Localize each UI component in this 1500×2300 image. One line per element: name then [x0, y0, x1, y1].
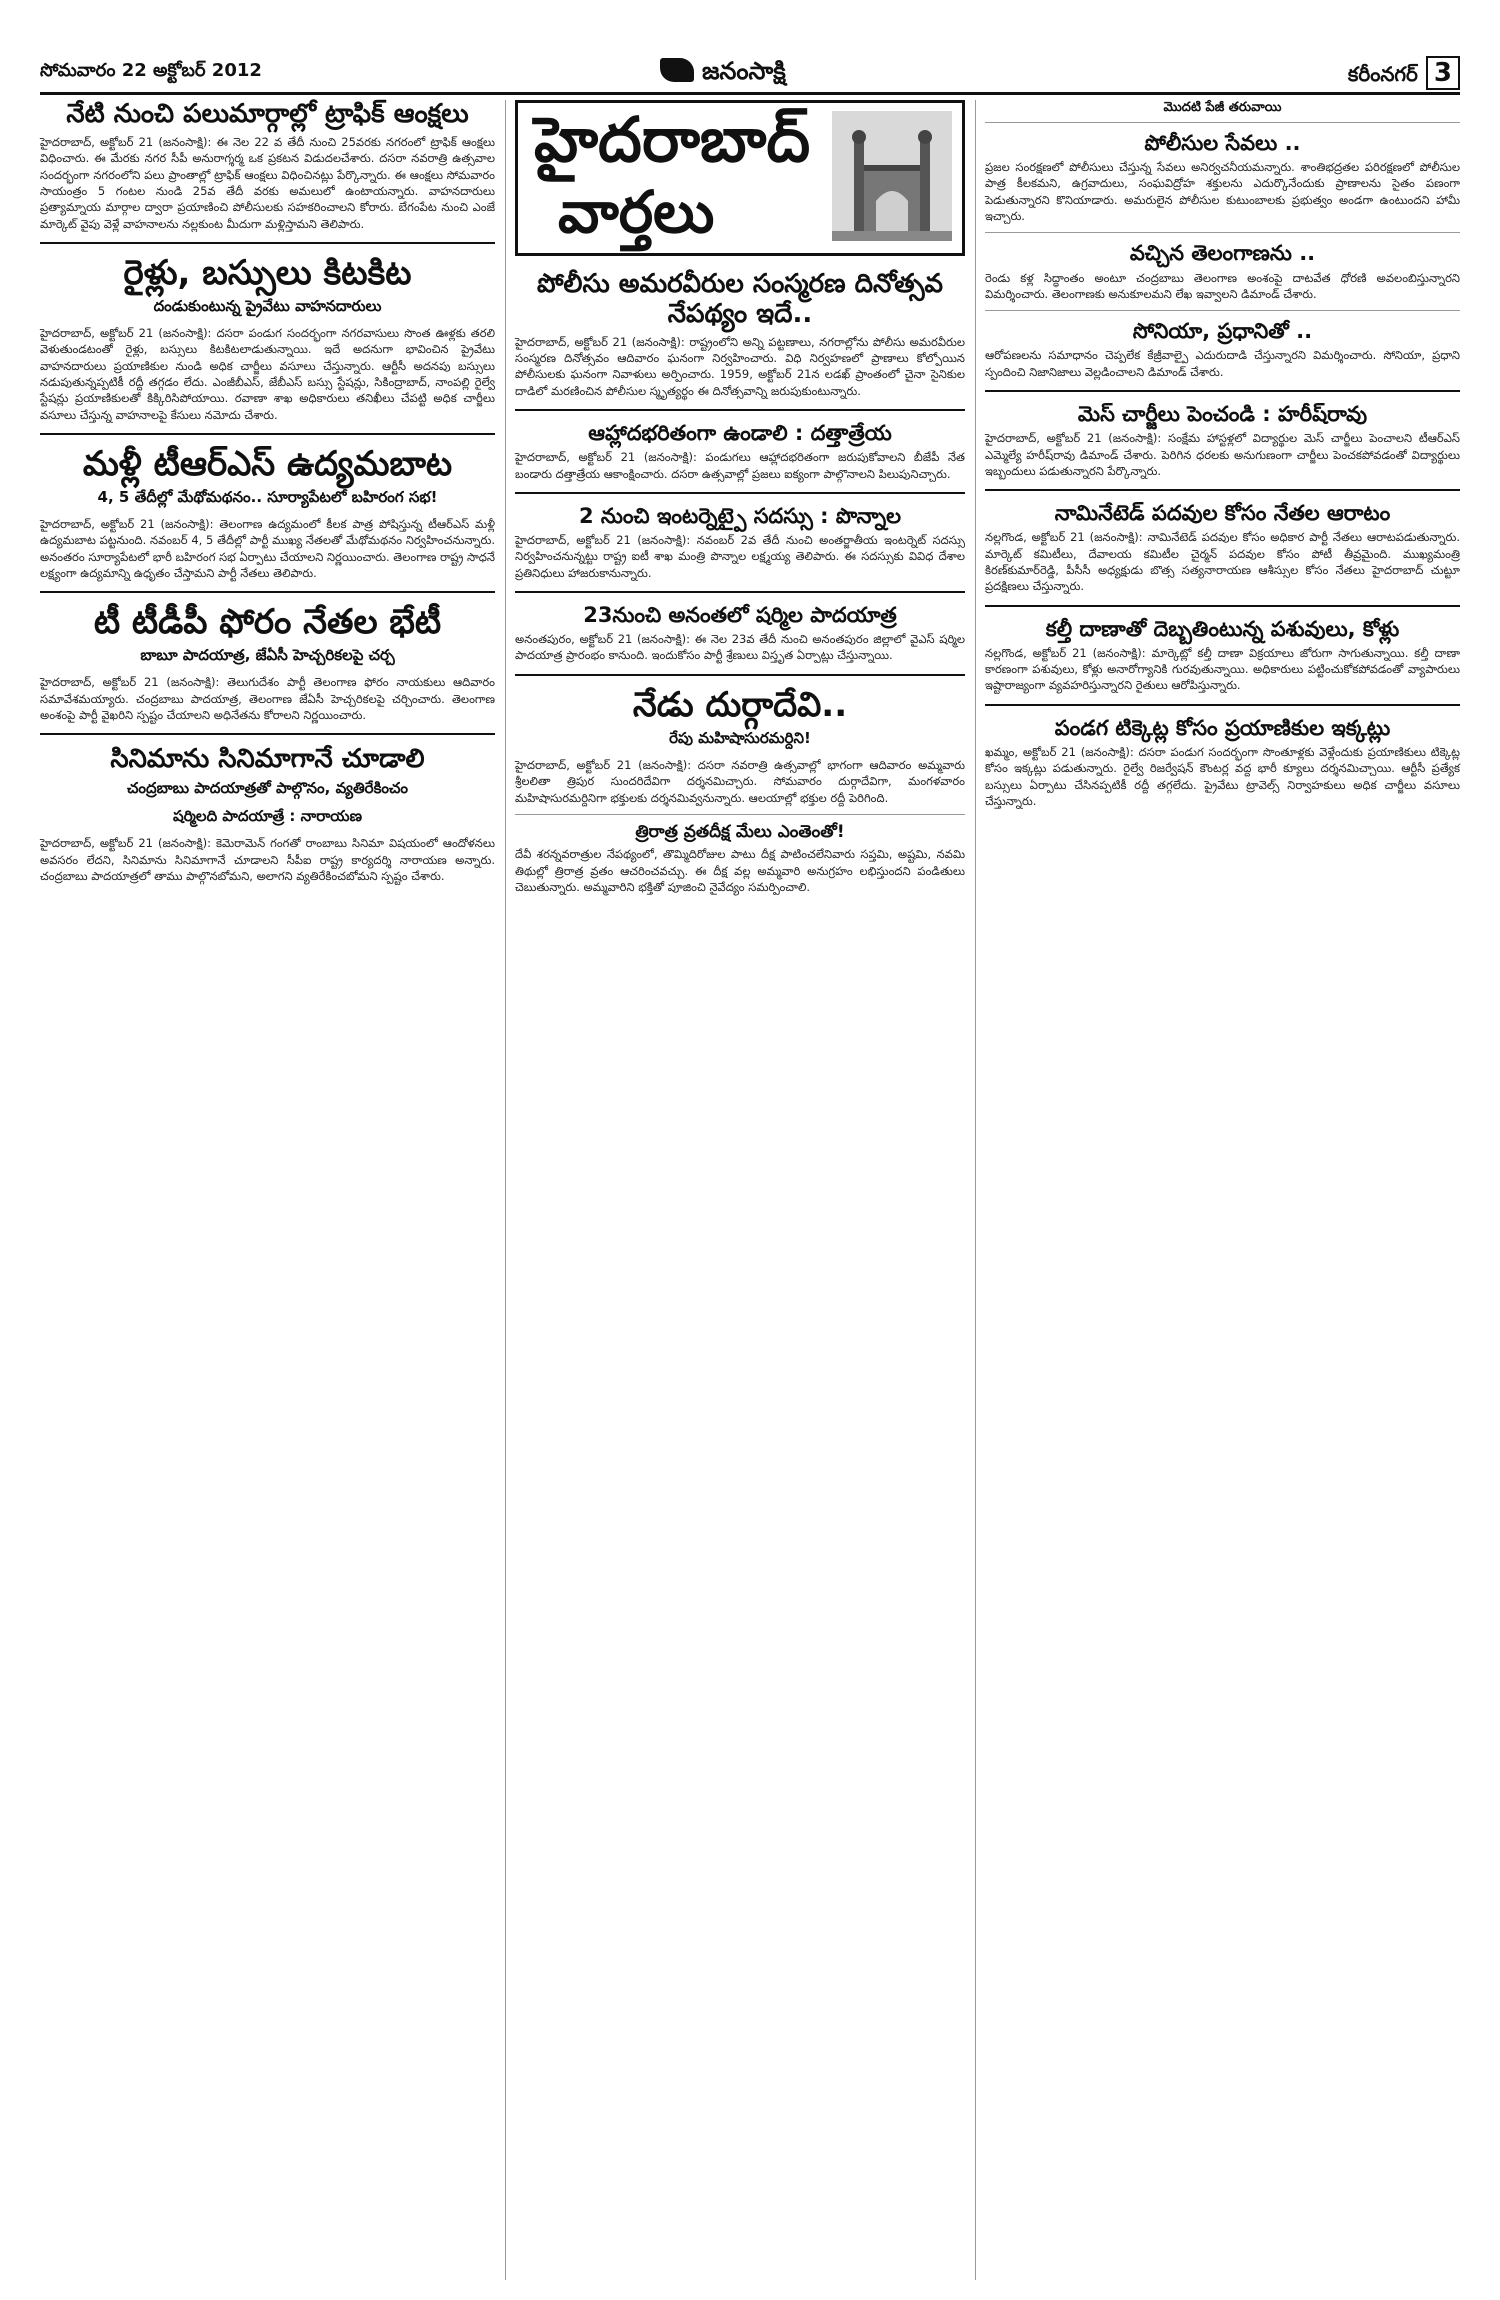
article-body: హైదరాబాద్, అక్టోబర్ 21 (జనంసాక్షి): తెలంగాణ ఉద్యమంలో కీలక పాత్ర పోషిస్తున్న టీఆర్ఎస్ మళ్లీ ఉద్యమబాట పట్టనుంది. నవంబర్ 4, 5 తేదీల్లో పార్టీ ముఖ్య నేతలతో మేథోమథనం నిర్వహించనున్నారు. అనంతరం సూర్యాపేటలో భారీ బహిరంగ సభ ఏర్పాటు చేయాలని నిర్ణయించారు. తెలంగాణ రాష్ట్ర సాధనే లక్ష్యంగా ఉద్యమాన్ని ఉధృతం చేస్తామని పార్టీ నేతలు తెలిపారు.: [40, 517, 495, 580]
article-police-services: [985, 131, 1460, 224]
article-separator: [985, 605, 1460, 607]
article-headline: త్రిరాత్ర వ్రతదీక్ష మేలు ఎంతెంతో!: [635, 821, 845, 842]
article-body: హైదరాబాద్, అక్టోబర్ 21 (జనంసాక్షి): దసరా నవరాత్రి ఉత్సవాల్లో భాగంగా ఆదివారం అమ్మవారు శ్రీలలితా త్రిపుర సుందరిదేవిగా దర్శనమిచ్చారు. సోమవారం దుర్గాదేవిగా, మంగళవారం మహిషాసురమర్దినిగా భక్తులకు దర్శనమివ్వనున్నారు. ఆలయాల్లో భక్తుల రద్దీ పెరిగింది.: [515, 757, 965, 805]
article-separator: [985, 390, 1460, 392]
article-headline: మెస్ చార్జీలు పెంచండి : హరీష్‌రావు: [1077, 402, 1368, 427]
article-body: హైదరాబాద్, అక్టోబర్ 21 (జనంసాక్షి): నవంబర్ 2వ తేదీ నుంచి అంతర్జాతీయ ఇంటర్నెట్ సదస్సు నిర్వహించనున్నట్టు రాష్ట్ర ఐటీ శాఖ మంత్రి పొన్నాల లక్ష్మయ్య తెలిపారు. ఈ సదస్సుకు వివిధ దేశాల ప్రతినిధులు హాజరుకానున్నారు.: [515, 533, 965, 580]
article-fake-feed: [985, 617, 1460, 694]
charminar-image: [832, 111, 952, 241]
page-number: 3: [1426, 56, 1460, 90]
article-separator: [40, 433, 495, 435]
article-sonia-pm: [985, 319, 1460, 380]
article-body: ఖమ్మం, అక్టోబర్ 21 (జనంసాక్షి): దసరా పండుగ సందర్భంగా సొంతూళ్లకు వెళ్లేందుకు ప్రయాణికులు టిక్కెట్ల కోసం ఇక్కట్లు పడుతున్నారు. రైల్వే రిజర్వేషన్ కౌంటర్ల వద్ద భారీ క్యూలు దర్శనమిచ్చాయి. ఆర్టీసీ ప్రత్యేక బస్సులు ఏర్పాటు చేసినప్పటికీ రద్దీ తగ్గలేదు. ప్రైవేటు ట్రావెల్స్ నిర్వాహకులు అధిక చార్జీలు వసూలు చేస్తున్నారు.: [985, 744, 1460, 808]
article-sharmila: [515, 603, 965, 664]
article-body: హైదరాబాద్, అక్టోబర్ 21 (జనంసాక్షి): రాష్ట్రంలోని అన్ని పట్టణాలు, నగరాల్లోను పోలీసు అమరవీరుల సంస్మరణ దినోత్సవం ఆదివారం ఘనంగా నిర్వహించారు. విధి నిర్వహణలో ప్రాణాలు కోల్పోయిన పోలీసులకు ఘనంగా నివాళులు అర్పించారు. 1959, అక్టోబర్ 21న లడఖ్ ప్రాంతంలో చైనా సైనికుల దాడిలో మరణించిన పోలీసుల స్మృత్యర్థం ఈ దినోత్సవాన్ని జరుపుకుంటున్నారు.: [515, 334, 965, 398]
logo-mark-icon: [660, 58, 694, 82]
article-police-martyrs: [515, 270, 965, 399]
article-headline: ఆహ్లాదభరితంగా ఉండాలి : దత్తాత్రేయ: [588, 421, 892, 446]
section-banner: [515, 100, 965, 256]
column-divider: [505, 100, 506, 2280]
article-headline: టీ టీడీపీ ఫోరం నేతల భేటీ: [93, 602, 442, 643]
edition-name: కరీంనగర్: [1347, 62, 1418, 86]
article-body: హైదరాబాద్, అక్టోబర్ 21 (జనంసాక్షి): ఈ నెల 22 వ తేదీ నుంచి 25వరకు నగరంలో ట్రాఫిక్ ఆంక్షలు విధించారు. ఈ మేరకు నగర సీపీ అనురాగ్శర్మ ఒక ప్రకటన విడుదలచేశారు. దసరా నవరాత్రి ఉత్సవాల సందర్భంగా నగరంలోని పలు ప్రాంతాల్లో ట్రాఫిక్ ఆంక్షలు విధించినట్లు పేర్కొన్నారు. ఈ ఆంక్షలు సోమవారం సాయంత్రం 5 గంటల నుండి 25వ తేదీ వరకు అమలులో ఉంటాయన్నారు. వాహనదారులు ప్రత్యామ్నాయ మార్గాల ద్వారా ప్రయాణించి పోలీసులకు సహకరించాలని కోరారు. బేగంపేట నుంచి ఎంజే మార్కెట్ వైపు వెళ్లే వాహనాలను నల్లకుంట మీదుగా మళ్లిస్తామని తెలిపారు.: [40, 134, 495, 231]
edition-info: [1348, 56, 1460, 91]
article-trs: [40, 445, 495, 581]
article-subhead: చంద్రబాబు పాదయాత్రతో పాల్గొనం, వ్యతిరేకించం: [126, 779, 409, 798]
article-body: అనంతపురం, అక్టోబర్ 21 (జనంసాక్షి): ఈ నెల 23వ తేదీ నుంచి అనంతపురం జిల్లాలో వైఎస్ షర్మిల పాదయాత్ర ప్రారంభం కానుంది. ఇందుకోసం పార్టీ శ్రేణులు విస్తృత ఏర్పాట్లు చేస్తున్నాయి.: [515, 632, 965, 663]
article-separator: [515, 591, 965, 593]
column-divider: [975, 100, 976, 2280]
article-body: దేవీ శరన్నవరాత్రుల నేపథ్యంలో, తొమ్మిదిరోజుల పాటు దీక్ష పాటించలేనివారు సప్తమి, అష్టమి, నవమి తిథుల్లో త్రిరాత్ర వ్రతం ఆచరించవచ్చు. ఈ దీక్ష వల్ల అమ్మవారి అనుగ్రహం లభిస్తుందని పండితులు చెబుతున్నారు. అమ్మవారిని భక్తితో పూజించి నైవేద్యం సమర్పించాలి.: [515, 847, 965, 895]
article-festival-tickets: [985, 716, 1460, 809]
article-dattatreya: [515, 421, 965, 482]
article-subhead: రేపు మహిషాసురమర్దిని!: [669, 728, 811, 747]
article-body: ఆరోపణలను సమాధానం చెప్పలేక కేజ్రీవాల్పై ఎదురుదాడి చేస్తున్నారని విమర్శించారు. సోనియా, ప్రధాని స్పందించి నిజానిజాలు వెల్లడించాలని డిమాండ్ చేశారు.: [985, 348, 1460, 379]
article-headline: రైళ్లు, బస్సులు కిటకిట: [123, 252, 412, 293]
article-headline: సినిమాను సినిమాగానే చూడాలి: [110, 744, 425, 775]
article-headline: మళ్లీ టీఆర్ఎస్ ఉద్యమబాట: [82, 443, 453, 484]
banner-title-line1: హైదరాబాద్: [534, 103, 811, 176]
article-headline: కల్తీ దాణాతో దెబ్బతింటున్న పశువులు, కోళ్లు: [1045, 616, 1400, 641]
article-headline: 2 నుంచి ఇంటర్నెట్పై సదస్సు : పొన్నాల: [578, 503, 902, 528]
article-body: ప్రజల సంరక్షణలో పోలీసులు చేస్తున్న సేవలు అనిర్వచనీయమన్నారు. శాంతిభద్రతల పరిరక్షణలో పోలీసుల పాత్ర కీలకమని, ఉగ్రవాదులు, సంఘవిద్రోహ శక్తులను ఎదుర్కొనేందుకు ప్రాణాలను సైతం పణంగా పెడుతున్నారని కొనియాడారు. అమరులైన పోలీసుల కుటుంబాలకు ప్రభుత్వం అండగా ఉంటుందని హామీ ఇచ్చారు.: [985, 160, 1460, 224]
banner-title-line2: వార్తలు: [558, 178, 715, 246]
continued-tag: మొదటి పేజీ తరువాయి: [985, 100, 1460, 123]
article-headline: నామినేటెడ్ పదవుల కోసం నేతల ఆరాటం: [1054, 501, 1391, 526]
article-separator: [40, 242, 495, 244]
article-nominated-posts: [985, 501, 1460, 594]
article-separator: [40, 733, 495, 735]
article-separator: [40, 591, 495, 593]
article-subhead: షర్మిలది పాదయాత్రే : నారాయణ: [173, 807, 362, 826]
article-headline: నేటి నుంచి పలుమార్గాల్లో ట్రాఫిక్ ఆంక్షలు: [66, 99, 469, 129]
article-headline: పోలీసు అమరవీరుల సంస్మరణ దినోత్సవ నేపథ్యం ఇదే..: [536, 269, 944, 329]
article-body: హైదరాబాద్, అక్టోబర్ 21 (జనంసాక్షి): దసరా పండుగ సందర్భంగా నగరవాసులు సొంత ఊళ్లకు తరలి వెళుతుండటంతో రైళ్లు, బస్సులు కిటకిటలాడుతున్నాయి. ఇదే అదనుగా భావించిన ప్రైవేటు వాహనదారులు ప్రయాణికుల నుండి అధిక చార్జీలు వసూలు చేస్తున్నారు. ఆర్టీసీ అదనపు బస్సులు నడుపుతున్నప్పటికీ రద్దీ తగ్గడం లేదు. ఎంజీబీఎస్, జేబీఎస్ బస్సు స్టేషన్లు, సికింద్రాబాద్, నాంపల్లి రైల్వే స్టేషన్లు ప్రయాణికులతో కిక్కిరిసిపోయాయి. రవాణా శాఖ అధికారులు తనిఖీలు చేపట్టి అధిక చార్జీలు వసూలు చేస్తున్న వాహనాలపై కేసులు నమోదు చేశారు.: [40, 325, 495, 422]
article-mess-charges: [985, 402, 1460, 479]
middle-column: [515, 100, 965, 895]
issue-date: సోమవారం 22 అక్టోబర్ 2012: [40, 60, 262, 81]
article-separator: [515, 409, 965, 411]
article-trains-buses: [40, 254, 495, 423]
article-separator: [985, 704, 1460, 706]
article-durgadevi: [515, 686, 965, 806]
article-headline: వచ్చిన తెలంగాణను ..: [1129, 241, 1316, 266]
article-separator: [985, 310, 1460, 311]
article-cinema: [40, 745, 495, 884]
article-body: హైదరాబాద్, అక్టోబర్ 21 (జనంసాక్షి): తెలుగుదేశం పార్టీ తెలంగాణ ఫోరం నాయకులు ఆదివారం సమావేశమయ్యారు. చంద్రబాబు పాదయాత్ర, తెలంగాణ జేఏసీ హెచ్చరికలపై చర్చించారు. తెలంగాణ అంశంపై పార్టీ వైఖరిని స్పష్టం చేయాలని అధినేతను కోరాలని నిర్ణయించారు.: [40, 675, 495, 723]
left-column: [40, 100, 495, 884]
paper-logo: [660, 54, 840, 88]
article-headline: పోలీసుల సేవలు ..: [1144, 131, 1301, 155]
article-traffic: [40, 100, 495, 232]
article-ttdp-forum: [40, 603, 495, 723]
article-headline: 23నుంచి అనంతలో షర్మిల పాదయాత్ర: [583, 603, 897, 628]
article-separator: [515, 492, 965, 494]
article-subhead: దండుకుంటున్న ప్రైవేటు వాహనదారులు: [153, 296, 382, 315]
article-headline: పండగ టిక్కెట్ల కోసం ప్రయాణికుల ఇక్కట్లు: [1054, 715, 1391, 740]
paper-name: జనంసాక్షి: [702, 57, 786, 85]
article-separator: [985, 489, 1460, 491]
article-trirathra: [515, 823, 965, 896]
article-subhead: బాబూ పాదయాత్ర, జేఏసీ హెచ్చరికలపై చర్చ: [140, 646, 395, 665]
article-headline: సోనియా, ప్రధానితో ..: [1132, 319, 1313, 344]
article-headline: నేడు దుర్గాదేవి..: [632, 684, 848, 725]
right-column: [985, 100, 1460, 809]
article-body: హైదరాబాద్, అక్టోబర్ 21 (జనంసాక్షి): పండుగలు ఆహ్లాదభరితంగా జరుపుకోవాలని బీజేపీ నేత బండారు దత్తాత్రేయ ఆకాంక్షించారు. దసరా ఉత్సవాల్లో ప్రజలు ఐక్యంగా పాల్గొనాలని పిలుపునిచ్చారు.: [515, 450, 965, 481]
article-subhead: 4, 5 తేదీల్లో మేథోమథనం.. సూర్యాపేటలో బహిరంగ సభ!: [97, 488, 438, 507]
article-separator: [985, 232, 1460, 233]
article-body: రెండు కళ్ల సిద్ధాంతం అంటూ చంద్రబాబు తెలంగాణ అంశంపై దాటవేత ధోరణి అవలంబిస్తున్నారని విమర్శించారు. తెలంగాణకు అనుకూలమని లేఖ ఇవ్వాలని డిమాండ్ చేశారు.: [985, 270, 1460, 301]
article-separator: [515, 814, 965, 815]
article-body: నల్లగొండ, అక్టోబర్ 21 (జనంసాక్షి): మార్కెట్లో కల్తీ దాణా విక్రయాలు జోరుగా సాగుతున్నాయి. కల్తీ దాణా కారణంగా పశువులు, కోళ్లు అనారోగ్యానికి గురవుతున్నాయి. అధికారులు పట్టించుకోకపోవడంతో వ్యాపారులు ఇష్టారాజ్యంగా వ్యవహరిస్తున్నారని రైతులు ఆరోపిస్తున్నారు.: [985, 645, 1460, 693]
article-body: హైదరాబాద్, అక్టోబర్ 21 (జనంసాక్షి): సంక్షేమ హాస్టళ్లలో విద్యార్థుల మెస్ చార్జీలు పెంచాలని టీఆర్ఎస్ ఎమ్మెల్యే హరీష్‌రావు డిమాండ్ చేశారు. పెరిగిన ధరలకు అనుగుణంగా చార్జీలు పెంచకపోవడంతో విద్యార్థులు ఇబ్బందులు పడుతున్నారని పేర్కొన్నారు.: [985, 431, 1460, 478]
article-telangana: [985, 241, 1460, 302]
masthead: [40, 52, 1460, 95]
article-separator: [515, 674, 965, 676]
article-internet-summit: [515, 504, 965, 581]
article-body: నల్లగొండ, అక్టోబర్ 21 (జనంసాక్షి): నామినేటెడ్ పదవుల కోసం అధికార పార్టీ నేతలు ఆరాటపడుతున్నారు. మార్కెట్ కమిటీలు, దేవాలయ కమిటీల చైర్మన్ పదవుల కోసం పోటీ తీవ్రమైంది. ముఖ్యమంత్రి కిరణ్‌కుమార్‌రెడ్డి, పీసీసీ అధ్యక్షుడు బొత్స సత్యనారాయణ ఆశీస్సుల కోసం నేతలు హైదరాబాద్ చుట్టూ ప్రదక్షిణలు చేస్తున్నారు.: [985, 530, 1460, 594]
article-body: హైదరాబాద్, అక్టోబర్ 21 (జనంసాక్షి): కెమెరామెన్ గంగతో రాంబాబు సినిమా విషయంలో ఆందోళనలు అవసరం లేదని, సినిమాను సినిమాగానే చూడాలని సీపీఐ రాష్ట్ర కార్యదర్శి నారాయణ అన్నారు. చంద్రబాబు పాదయాత్రలో తాము పాల్గొనబోమని, అలాగని వ్యతిరేకించబోమని స్పష్టం చేశారు.: [40, 836, 495, 883]
